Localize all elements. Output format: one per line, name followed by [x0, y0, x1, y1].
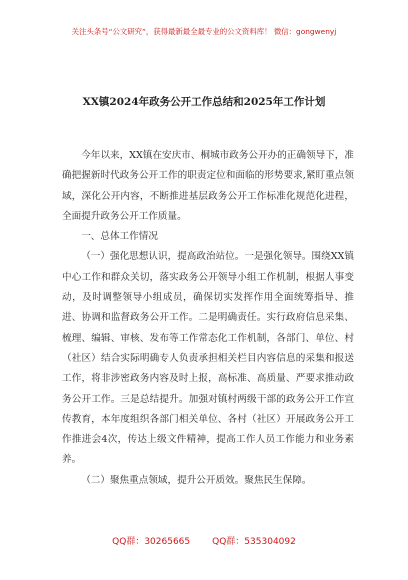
document-title: XX镇2024年政务公开工作总结和2025年工作计划	[82, 96, 326, 108]
section-heading: 一、总体工作情况	[81, 231, 158, 243]
qq-group-2: QQ群：535304092	[212, 537, 296, 547]
promo-banner: 关注头条号“公文研究”，获得最新最全最专业的公文资料库！ 微信：gongwenyj	[71, 27, 337, 36]
qq-footer	[0, 534, 408, 547]
qq-group-1: QQ群：30265665	[112, 537, 191, 547]
body-paragraph: （一）强化思想认识，提高政治站位。一是强化领导。围绕XX镇中心工作和群众关切，落实政务公开领导小组工作机制，根据人事变动，及时调整领导小组成员，确保切实发挥作用全面统筹指导、推进、协调和监督政务公开工作。二是明确责任。实行政府信息采集、梳理、编辑、审核、发布等工作常态化工作机制，各部门、单位、村（社区）结合实际明确专人负责承担相关栏目内容信息的采集和报送工作，将非涉密政务内容及时上报，高标准、高质量、严要求推动政务公开工作。三是总结提升。加强对镇村两级干部的政务公开工作宣传教育，本年度组织各部门相关单位、各村（社区）开展政务公开工作推进会4次，传达上级文件精神，提高工作人员工作能力和业务素养。	[62, 251, 354, 466]
intro-paragraph: 今年以来，XX镇在安庆市、桐城市政务公开办的正确领导下，准确把握新时代政务公开工作的职责定位和面临的形势要求,紧盯重点领域，深化公开内容，不断推进基层政务公开工作标准化规范化进程，全面提升政务公开工作质量。	[62, 150, 354, 222]
document-body	[62, 146, 354, 491]
body-paragraph-continued: （二）聚焦重点领域，提升公开质效。聚焦民生保障。	[81, 474, 312, 486]
